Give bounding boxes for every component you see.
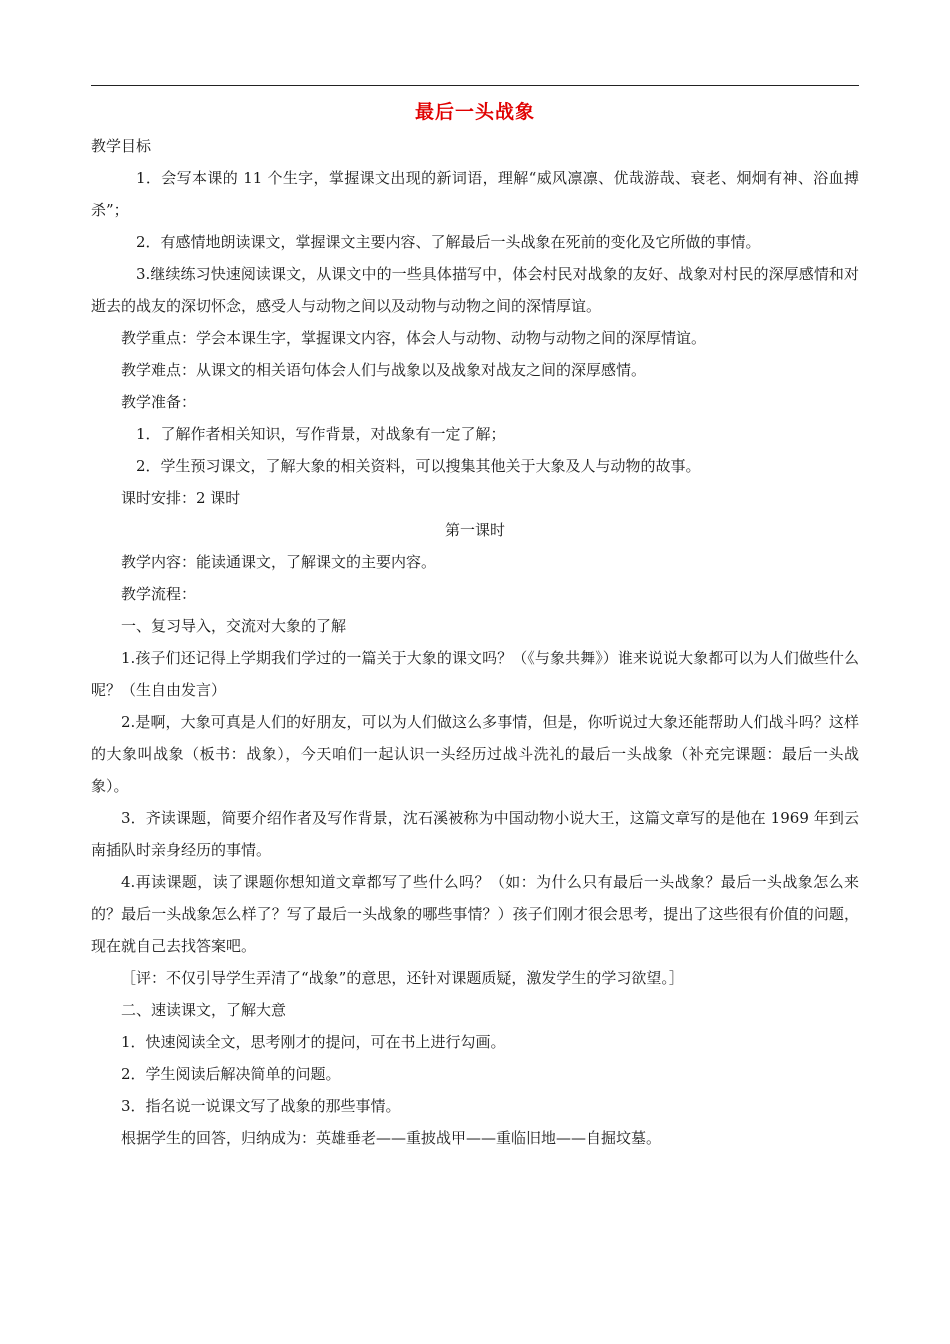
document-title: 最后一头战象 xyxy=(414,101,535,123)
objective-item-2: 2．有感情地朗读课文，掌握课文主要内容、了解最后一头战象在死前的变化及它所做的事情。 xyxy=(136,233,761,251)
teaching-difficulties: 教学难点：从课文的相关语句体会人们与战象以及战象对战友之间的深厚感情。 xyxy=(121,361,647,379)
header-rule xyxy=(91,85,859,86)
preparation-item-2: 2．学生预习课文，了解大象的相关资料，可以搜集其他关于大象及人与动物的故事。 xyxy=(136,457,701,475)
section-two-summary: 根据学生的回答，归纳成为：英雄垂老——重披战甲——重临旧地——自掘坟墓。 xyxy=(121,1129,662,1147)
section-one-item-2: 2.是啊，大象可真是人们的好朋友，可以为人们做这么多事情，但是，你听说过大象还能帮助人们战斗吗？这样的大象叫战象（板书：战象），今天咱们一起认识一头经历过战斗洗礼的最后一头战象（补充完课题：最后一头战象）。 xyxy=(91,713,859,795)
document-body xyxy=(91,130,859,1154)
section-one-item-3: 3．齐读课题，简要介绍作者及写作背景，沈石溪被称为中国动物小说大王，这篇文章写的是他在 1969 年到云南插队时亲身经历的事情。 xyxy=(91,809,859,859)
section-one-heading: 一、复习导入，交流对大象的了解 xyxy=(121,617,347,635)
section-two-item-3: 3．指名说一说课文写了战象的那些事情。 xyxy=(121,1097,401,1115)
lesson-schedule: 课时安排：2 课时 xyxy=(121,489,241,507)
section-one-item-1: 1.孩子们还记得上学期我们学过的一篇关于大象的课文吗？（《与象共舞》）谁来说说大象都可以为人们做些什么呢？（生自由发言） xyxy=(91,649,859,699)
objective-item-3: 3.继续练习快速阅读课文，从课文中的一些具体描写中，体会村民对战象的友好、战象对村民的深厚感情和对逝去的战友的深切怀念，感受人与动物之间以及动物与动物之间的深情厚谊。 xyxy=(91,265,859,315)
objective-item-1: 1．会写本课的 11 个生字，掌握课文出现的新词语，理解“威风凛凛、优哉游哉、衰老、炯炯有神、浴血搏杀”； xyxy=(91,169,859,219)
teaching-content: 教学内容：能读通课文，了解课文的主要内容。 xyxy=(121,553,437,571)
teaching-key-points: 教学重点：学会本课生字，掌握课文内容，体会人与动物、动物与动物之间的深厚情谊。 xyxy=(121,329,707,347)
section-two-item-1: 1．快速阅读全文，思考刚才的提问，可在书上进行勾画。 xyxy=(121,1033,506,1051)
commentary-note: ［评：不仅引导学生弄清了“战象”的意思，还针对课题质疑，激发学生的学习欲望。］ xyxy=(121,969,684,987)
section-two-item-2: 2．学生阅读后解决简单的问题。 xyxy=(121,1065,341,1083)
preparation-item-1: 1．了解作者相关知识，写作背景，对战象有一定了解； xyxy=(136,425,506,443)
teaching-process-heading: 教学流程： xyxy=(121,585,197,603)
section-two-heading: 二、速读课文，了解大意 xyxy=(121,1001,287,1019)
lesson-one-heading: 第一课时 xyxy=(444,521,505,539)
section-heading-objectives: 教学目标 xyxy=(91,137,152,155)
section-one-item-4: 4.再读课题，读了课题你想知道文章都写了些什么吗？（如：为什么只有最后一头战象？最后一头战象怎么来的？最后一头战象怎么样了？写了最后一头战象的哪些事情？）孩子们刚才很会思考，提出了这些很有价值的问题，现在就自己去找答案吧。 xyxy=(91,873,859,955)
teaching-preparation-heading: 教学准备： xyxy=(121,393,197,411)
